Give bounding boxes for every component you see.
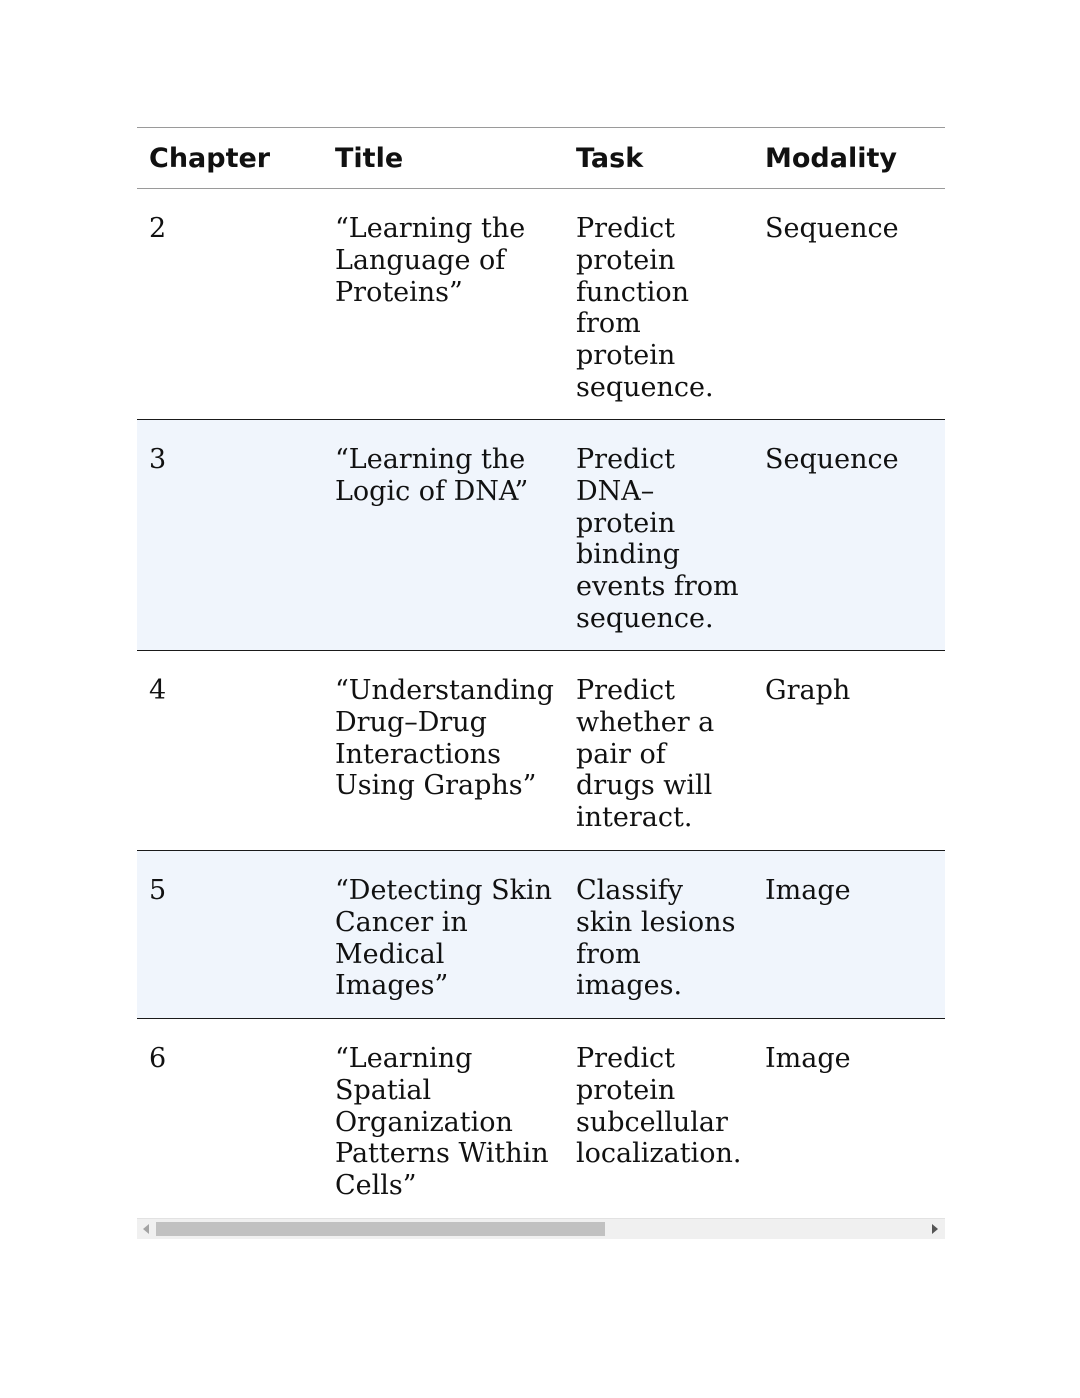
cell-title: “Learning the Language of Proteins” bbox=[335, 213, 526, 308]
scroll-right-arrow-icon[interactable] bbox=[932, 1224, 938, 1234]
table-row bbox=[137, 420, 945, 651]
table-row bbox=[137, 189, 945, 420]
horizontal-scrollbar[interactable] bbox=[137, 1218, 945, 1239]
table-row bbox=[137, 651, 945, 851]
cell-title: “Learning Spatial Organization Patterns Within Cells” bbox=[335, 1043, 549, 1202]
cell-chapter: 5 bbox=[149, 875, 167, 906]
header-title: Title bbox=[335, 142, 404, 174]
table-row bbox=[137, 851, 945, 1019]
cell-task: Predict DNA– protein binding events from sequence. bbox=[576, 444, 739, 634]
cell-title: “Learning the Logic of DNA” bbox=[335, 444, 529, 507]
cell-modality: Graph bbox=[765, 675, 851, 706]
header-chapter: Chapter bbox=[149, 142, 271, 174]
cell-title: “Detecting Skin Cancer in Medical Images” bbox=[335, 875, 553, 1002]
cell-task: Predict protein subcellular localization. bbox=[576, 1043, 742, 1170]
cell-task: Classify skin lesions from images. bbox=[576, 875, 736, 1002]
chapters-table bbox=[137, 127, 945, 1216]
cell-chapter: 6 bbox=[149, 1043, 167, 1074]
cell-modality: Sequence bbox=[765, 213, 899, 244]
cell-task: Predict protein function from protein sequence. bbox=[576, 213, 714, 403]
scroll-left-arrow-icon[interactable] bbox=[143, 1224, 149, 1234]
cell-modality: Sequence bbox=[765, 444, 899, 475]
table-header-row bbox=[137, 128, 945, 189]
table-row bbox=[137, 1019, 945, 1216]
cell-task: Predict whether a pair of drugs will interact. bbox=[576, 675, 715, 834]
cell-chapter: 3 bbox=[149, 444, 167, 475]
header-modality: Modality bbox=[765, 142, 897, 174]
header-task: Task bbox=[576, 142, 644, 174]
chapters-table-container bbox=[137, 127, 945, 1216]
cell-modality: Image bbox=[765, 875, 851, 906]
scrollbar-thumb[interactable] bbox=[156, 1222, 605, 1236]
cell-chapter: 4 bbox=[149, 675, 167, 706]
cell-chapter: 2 bbox=[149, 213, 167, 244]
cell-modality: Image bbox=[765, 1043, 851, 1074]
cell-title: “Understanding Drug–Drug Interactions Using Graphs” bbox=[335, 675, 554, 802]
